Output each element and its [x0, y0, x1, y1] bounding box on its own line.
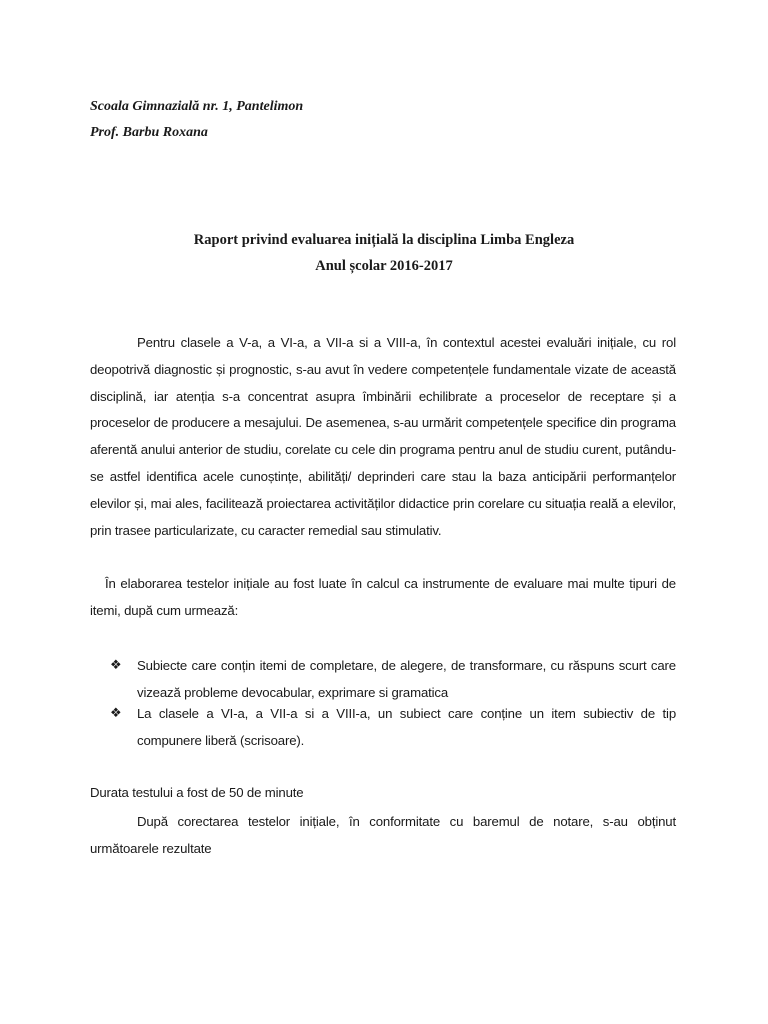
- list-item-text: La clasele a VI-a, a VII-a si a VIII-a, un subiect care conține un item subiectiv de tip compunere liberă (scrisoare).: [137, 706, 676, 748]
- school-name: Scoala Gimnazială nr. 1, Pantelimon: [90, 99, 304, 114]
- paragraph-intro: Pentru clasele a V-a, a VI-a, a VII-a si a VIII-a, în contextul acestei evaluări inițiale, cu rol deopotrivă diagnostic și prognostic, s-au avut în vedere competențele fundamentale vizate de această disciplină, iar atenția s-a concentrat asupra îmbinării echilibrate a proceselor de receptare și a proceselor de producere a mesajului. De asemenea, s-au urmărit competențele specifice din programa aferentă anului anterior de studiu, corelate cu cele din programa pentru anul de studiu curent, putându-se astfel identifica acele cunoștințe, abilități/ deprinderi care stau la baza anticipării performanțelor elevilor și, mai ales, facilitează proiectarea activităților didactice prin corelare cu situația reală a elevilor, prin trasee particularizate, cu caracter remedial sau stimulativ.: [90, 335, 676, 538]
- list-item: [110, 700, 676, 754]
- test-duration: Durata testului a fost de 50 de minute: [90, 785, 304, 800]
- diamond-bullet-icon: ❖: [110, 658, 122, 673]
- report-title-line1: Raport privind evaluarea inițială la disciplina Limba Engleza: [193, 232, 575, 248]
- report-title-line2: Anul școlar 2016-2017: [315, 258, 453, 274]
- items-list: [110, 652, 676, 754]
- paragraph-tests: În elaborarea testelor inițiale au fost luate în calcul ca instrumente de evaluare mai multe tipuri de itemi, după cum urmează:: [90, 576, 676, 618]
- list-item: [110, 652, 676, 706]
- diamond-bullet-icon: ❖: [110, 706, 122, 721]
- report-title: [0, 227, 768, 279]
- teacher-name: Prof. Barbu Roxana: [90, 125, 208, 140]
- list-item-text: Subiecte care conțin itemi de completare, de alegere, de transformare, cu răspuns scurt care vizează probleme devocabular, exprimare si gramatica: [137, 658, 676, 700]
- paragraph-results: După corectarea testelor inițiale, în conformitate cu baremul de notare, s-au obținut următoarele rezultate: [90, 814, 676, 856]
- document-header: [90, 94, 303, 146]
